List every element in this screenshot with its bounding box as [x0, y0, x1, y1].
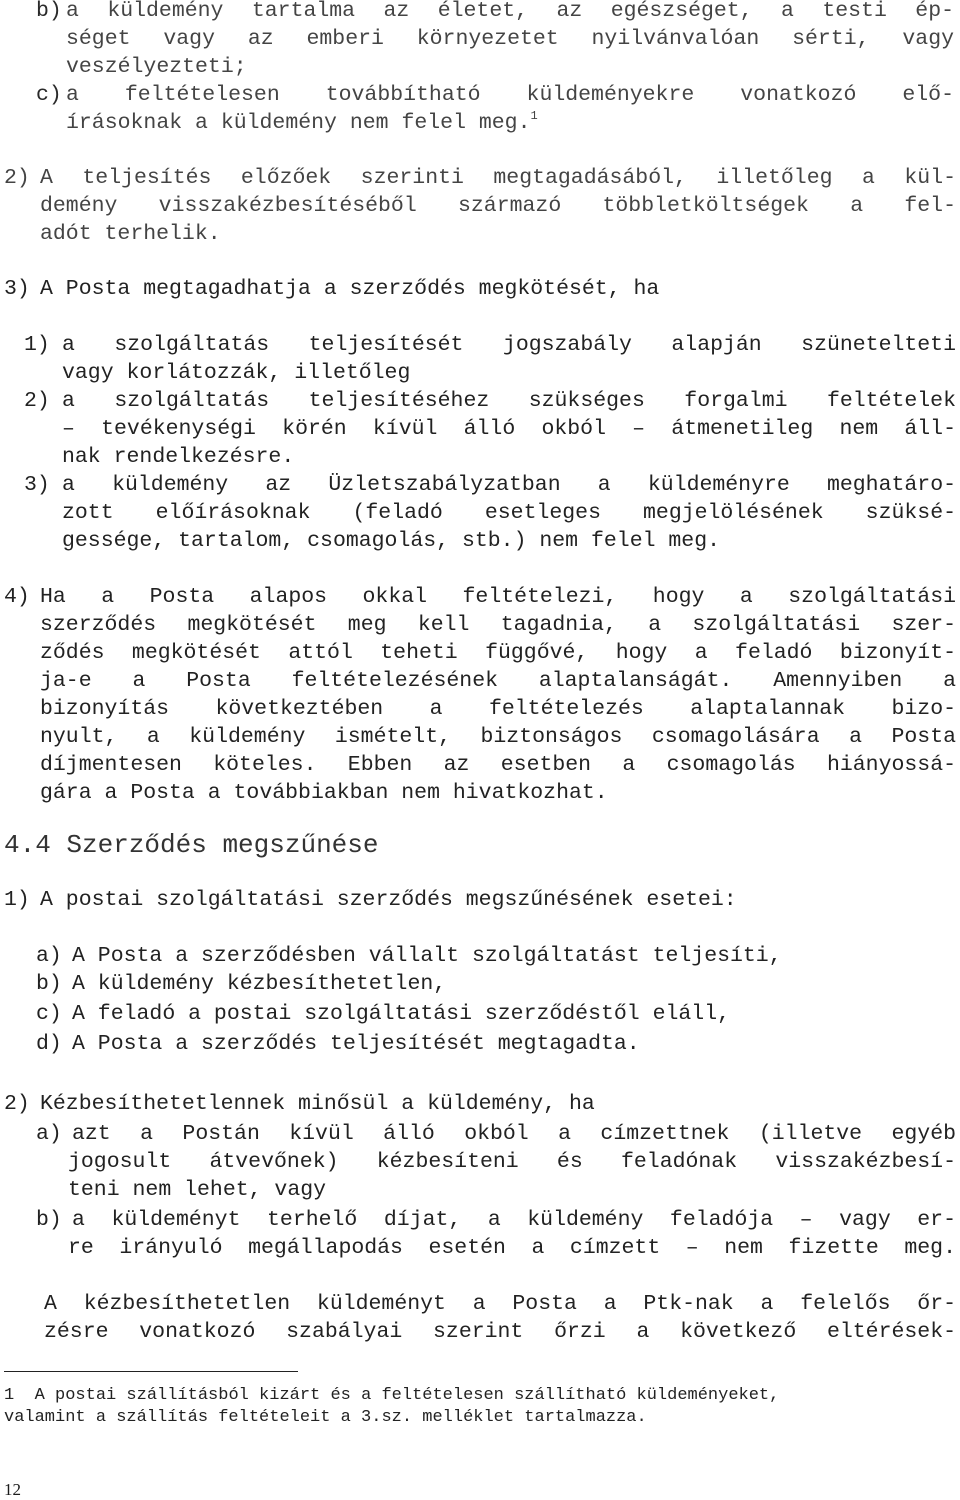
- sec-para-1-label: 1): [4, 888, 30, 912]
- section-heading: [4, 829, 378, 861]
- footnote-mark: 1: [4, 1386, 15, 1405]
- sec-1-item-d-label: d): [36, 1032, 62, 1056]
- para-3-item-2-line-1: a szolgáltatás teljesítéséhez szükséges forgalmi feltételek: [62, 389, 956, 413]
- item-c-line-1: a feltételesen továbbítható küldeményekre vonatkozó elő-: [66, 83, 954, 107]
- para-3-item-3-line-3: gessége, tartalom, csomagolás, stb.) nem felel meg.: [62, 529, 721, 553]
- para-3-item-2-label: 2): [24, 389, 50, 413]
- sec-2-item-b-line-2: re irányuló megállapodás esetén a címzett – nem fizette meg.: [68, 1236, 956, 1260]
- sec-para-2-text: Kézbesíthetetlennek minősül a küldemény, ha: [40, 1092, 595, 1116]
- item-b-line-2: séget vagy az emberi környezetet nyilvánvalóan sérti, vagy: [66, 27, 954, 51]
- para-2-label: 2): [4, 166, 30, 190]
- footnote-line-2: valamint a szállítás feltételeit a 3.sz. melléklet tartalmazza.: [4, 1408, 647, 1427]
- para-2-line-2: demény visszakézbesítéséből származó többletköltségek a fel-: [40, 194, 956, 218]
- para-3-text: A Posta megtagadhatja a szerződés megkötését, ha: [40, 277, 660, 301]
- para-4-line-6: nyult, a küldemény ismételt, biztonságos csomagolására a Posta: [40, 725, 956, 749]
- sec-1-item-a-text: A Posta a szerződésben vállalt szolgáltatást teljesíti,: [72, 944, 782, 968]
- para-3-item-1-line-1: a szolgáltatás teljesítését jogszabály alapján szünetelteti: [62, 333, 956, 357]
- para-3-item-2-line-3: nak rendelkezésre.: [62, 445, 295, 469]
- para-4-line-4: ja-e a Posta feltételezésének alaptalanságát. Amennyiben a: [40, 669, 956, 693]
- item-c-label: c): [36, 83, 62, 107]
- sec-para-1-text: A postai szolgáltatási szerződés megszűnésének esetei:: [40, 888, 737, 912]
- footnote-divider: [4, 1371, 298, 1372]
- para-2-line-1: A teljesítés előzőek szerinti megtagadásából, illetőleg a kül-: [40, 166, 956, 190]
- sec-2-item-b-line-1: a küldeményt terhelő díjat, a küldemény feladója – vagy er-: [72, 1208, 956, 1232]
- para-3-item-3-label: 3): [24, 473, 50, 497]
- para-4-line-2: szerződés megkötését meg kell tagadnia, a szolgáltatási szer-: [40, 613, 956, 637]
- sec-1-item-b-text: A küldemény kézbesíthetetlen,: [72, 972, 447, 996]
- sec-2-closing-line-2: zésre vonatkozó szabályai szerint őrzi a következő eltérések-: [44, 1320, 956, 1344]
- para-3-label: 3): [4, 277, 30, 301]
- para-3-item-1-label: 1): [24, 333, 50, 357]
- para-2-line-3: adót terhelik.: [40, 222, 221, 246]
- footnote-ref: 1: [530, 109, 538, 123]
- sec-1-item-c-text: A feladó a postai szolgáltatási szerződéstől eláll,: [72, 1002, 731, 1026]
- para-3-item-2-line-2: – tevékenységi körén kívül álló okból – átmenetileg nem áll-: [62, 417, 956, 441]
- sec-2-item-a-line-3: teni nem lehet, vagy: [68, 1178, 327, 1202]
- sec-2-closing-line-1: A kézbesíthetetlen küldeményt a Posta a Ptk-nak a felelős őr-: [44, 1292, 956, 1316]
- footnote-line-1: 1 A postai szállításból kizárt és a feltételesen szállítható küldeményeket,: [4, 1386, 780, 1405]
- para-4-line-1: Ha a Posta alapos okkal feltételezi, hogy a szolgáltatási: [40, 585, 956, 609]
- sec-1-item-a-label: a): [36, 944, 62, 968]
- section-title: Szerződés megszűnése: [66, 830, 379, 860]
- sec-1-item-d-text: A Posta a szerződés teljesítését megtagadta.: [72, 1032, 640, 1056]
- para-4-line-8: gára a Posta a továbbiakban nem hivatkozhat.: [40, 781, 608, 805]
- section-number: 4.4: [4, 830, 51, 860]
- para-3-item-1-line-2: vagy korlátozzák, illetőleg: [62, 361, 411, 385]
- para-3-item-3-line-2: zott előírásoknak (feladó esetleges megjelölésének szüksé-: [62, 501, 956, 525]
- para-4-line-7: díjmentesen köteles. Ebben az esetben a csomagolás hiányossá-: [40, 753, 956, 777]
- sec-2-item-b-label: b): [36, 1208, 62, 1232]
- para-4-line-3: ződés megkötését attól teheti függővé, hogy a feladó bizonyít-: [40, 641, 956, 665]
- sec-para-2-label: 2): [4, 1092, 30, 1116]
- sec-2-item-a-line-1: azt a Postán kívül álló okból a címzettnek (illetve egyéb: [72, 1122, 956, 1146]
- item-b-line-1: a küldemény tartalma az életet, az egészséget, a testi ép-: [66, 0, 954, 23]
- page-number: 12: [4, 1480, 21, 1499]
- item-b-line-3: veszélyezteti;: [66, 55, 247, 79]
- para-3-item-3-line-1: a küldemény az Üzletszabályzatban a küldeményre meghatáro-: [62, 473, 956, 497]
- para-4-line-5: bizonyítás következtében a feltételezés alaptalannak bizo-: [40, 697, 956, 721]
- sec-1-item-b-label: b): [36, 972, 62, 996]
- sec-2-item-a-line-2: jogosult átvevőnek) kézbesíteni és feladónak visszakézbesí-: [68, 1150, 956, 1174]
- para-4-label: 4): [4, 585, 30, 609]
- sec-2-item-a-label: a): [36, 1122, 62, 1146]
- item-c-line-2: írásoknak a küldemény nem felel meg.$^1$: [66, 109, 538, 135]
- sec-1-item-c-label: c): [36, 1002, 62, 1026]
- item-b-label: b): [36, 0, 62, 23]
